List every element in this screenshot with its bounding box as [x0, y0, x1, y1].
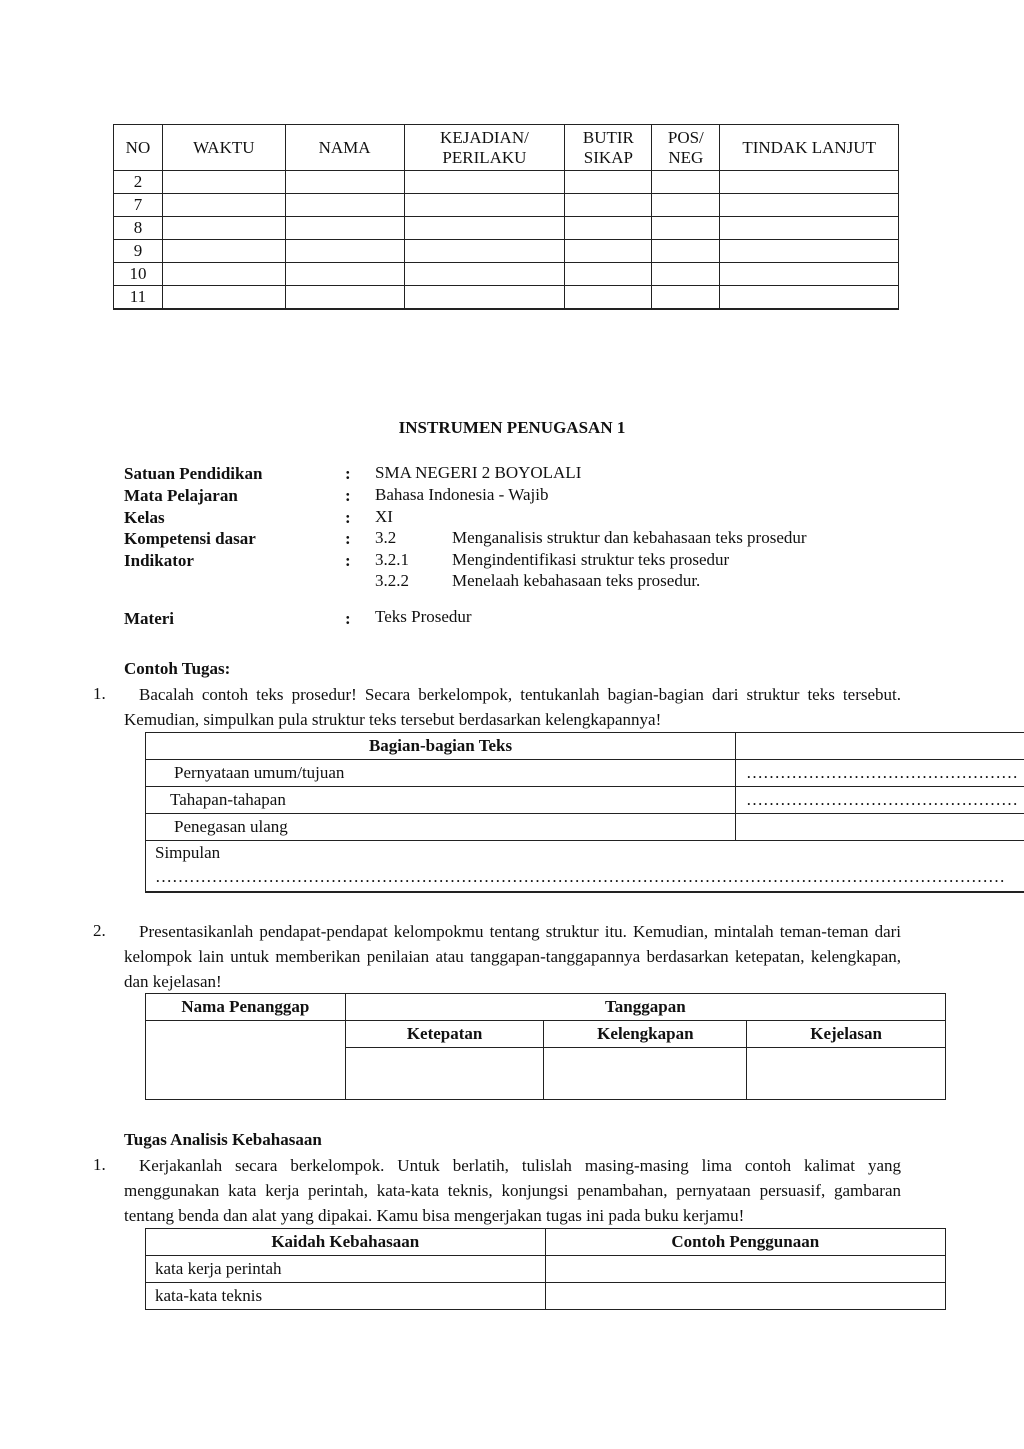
kelas-value: XI	[375, 507, 393, 526]
dotted-answer: ……………………………………………………………………………………………………………………………………	[155, 867, 1005, 886]
nama-penanggap-header: Nama Penanggap	[146, 994, 346, 1021]
item-number: 1.	[93, 684, 106, 703]
indikator-2-number: 3.2.2	[375, 571, 409, 590]
table-row	[146, 787, 1024, 814]
row-number: 10	[114, 263, 163, 286]
satuan-value: SMA NEGERI 2 BOYOLALI	[375, 463, 582, 482]
kaidah-table	[145, 1228, 946, 1310]
dotted-answer: …………………………………………	[736, 760, 1024, 787]
item-number: 2.	[93, 921, 106, 940]
observation-header-row	[114, 125, 899, 171]
indikator-label: Indikator	[124, 551, 194, 570]
dotted-answer: …………………………………………	[736, 787, 1024, 814]
colon: :	[345, 551, 351, 570]
colon: :	[345, 529, 351, 548]
row-number: 11	[114, 286, 163, 310]
table-row	[146, 1256, 946, 1283]
indikator-1-description: Mengindentifikasi struktur teks prosedur	[452, 550, 730, 569]
table-row	[114, 194, 899, 217]
indikator-1-number: 3.2.1	[375, 550, 409, 569]
struktur-header: Bagian-bagian Teks	[146, 733, 736, 760]
header-butir-sikap: BUTIR SIKAP	[565, 125, 652, 171]
table-row	[146, 760, 1024, 787]
materi-label: Materi	[124, 609, 175, 628]
contoh-tugas-heading: Contoh Tugas:	[124, 659, 231, 678]
colon: :	[345, 508, 351, 527]
header-pos-neg: POS/ NEG	[652, 125, 720, 171]
header-no: NO	[114, 125, 163, 171]
ketepatan-header: Ketepatan	[345, 1021, 544, 1048]
page-title: INSTRUMEN PENUGASAN 1	[398, 418, 626, 437]
tanggapan-table	[145, 993, 946, 1100]
kejelasan-header: Kejelasan	[747, 1021, 946, 1048]
simpulan-row	[146, 841, 1024, 893]
kelengkapan-header: Kelengkapan	[544, 1021, 747, 1048]
row-number: 7	[114, 194, 163, 217]
header-kejadian: KEJADIAN/ PERILAKU	[404, 125, 565, 171]
table-row	[114, 240, 899, 263]
row-number: 9	[114, 240, 163, 263]
header-tindak-lanjut: TINDAK LANJUT	[720, 125, 899, 171]
struktur-row-label: Penegasan ulang	[146, 814, 736, 841]
instruction-paragraph-1: Bacalah contoh teks prosedur! Secara berkelompok, tentukanlah bagian-bagian dari struktur teks tersebut. Kemudian, simpulkan pula struktur teks tersebut berdasarkan kelengkapannya!	[124, 685, 901, 729]
kelas-label: Kelas	[124, 508, 165, 527]
colon: :	[345, 609, 351, 628]
table-row	[146, 1283, 946, 1310]
kaidah-row-label: kata kerja perintah	[146, 1256, 546, 1283]
colon: :	[345, 464, 351, 483]
header-waktu: WAKTU	[162, 125, 285, 171]
contoh-penggunaan-header: Contoh Penggunaan	[545, 1229, 946, 1256]
kaidah-header: Kaidah Kebahasaan	[146, 1229, 546, 1256]
struktur-row-label: Pernyataan umum/tujuan	[146, 760, 736, 787]
kd-number: 3.2	[375, 528, 397, 547]
materi-value: Teks Prosedur	[375, 607, 472, 626]
colon: :	[345, 486, 351, 505]
kd-description: Menganalisis struktur dan kebahasaan teks prosedur	[452, 528, 807, 547]
item-number: 1.	[93, 1155, 106, 1174]
header-nama: NAMA	[285, 125, 404, 171]
row-number: 2	[114, 171, 163, 194]
table-row	[114, 286, 899, 310]
table-row	[146, 814, 1024, 841]
instruction-paragraph-3: Kerjakanlah secara berkelompok. Untuk berlatih, tulislah masing-masing lima contoh kalimat yang menggunakan kata kerja perintah, kata-kata teknis, konjungsi penambahan, pernyataan persuasif, gambaran tentang benda dan alat yang dipakai. Kamu bisa mengerjakan tugas ini pada buku kerjamu!	[124, 1156, 901, 1225]
indikator-2-description: Menelaah kebahasaan teks prosedur.	[452, 571, 701, 590]
tanggapan-header: Tanggapan	[345, 994, 945, 1021]
observation-table	[113, 124, 899, 310]
table-row	[114, 171, 899, 194]
simpulan-label: Simpulan	[155, 843, 221, 862]
kd-label: Kompetensi dasar	[124, 529, 256, 548]
analisis-heading: Tugas Analisis Kebahasaan	[124, 1130, 322, 1149]
mapel-value: Bahasa Indonesia - Wajib	[375, 485, 549, 504]
table-row	[114, 263, 899, 286]
instruction-paragraph-2: Presentasikanlah pendapat-pendapat kelompokmu tentang struktur itu. Kemudian, mintalah teman-teman dari kelompok lain untuk memberikan penilaian atau tanggapan-tanggapannya berdasarkan ketepatan, kelengkapan, dan kejelasan!	[124, 922, 901, 991]
kaidah-row-label: kata-kata teknis	[146, 1283, 546, 1310]
mapel-label: Mata Pelajaran	[124, 486, 238, 505]
struktur-table	[145, 732, 1024, 893]
table-row	[114, 217, 899, 240]
satuan-label: Satuan Pendidikan	[124, 464, 263, 483]
row-number: 8	[114, 217, 163, 240]
struktur-row-label: Tahapan-tahapan	[146, 787, 736, 814]
